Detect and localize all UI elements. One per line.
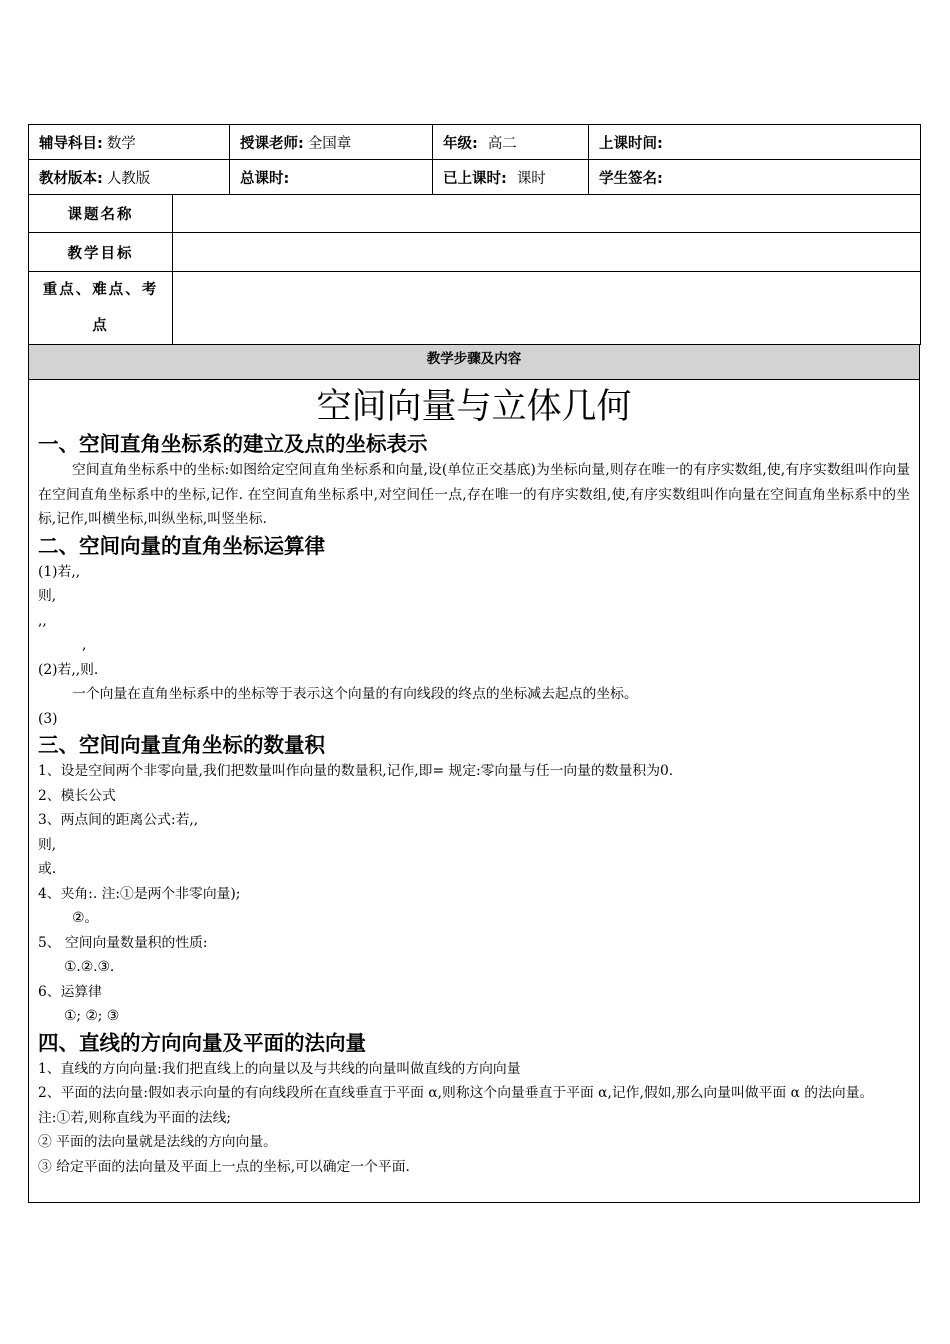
section-3-line-9: ①.②.③. <box>64 959 115 975</box>
done-cell <box>433 160 589 195</box>
section-3-line-5: 或. <box>38 861 57 877</box>
section-3-line-3: 3、两点间的距离公式:若,, <box>38 812 199 828</box>
edition-value: 人教版 <box>106 170 151 187</box>
section-2-line-4: , <box>82 637 87 653</box>
total-cell <box>230 160 433 195</box>
content-area <box>28 380 920 1203</box>
key-points-label-line1: 重点、难点、考 <box>42 282 159 298</box>
teacher-cell <box>230 125 433 160</box>
section-3-line-8: 5、 空间向量数量积的性质: <box>38 934 208 951</box>
page-title: 空间向量与立体几何 <box>316 387 632 427</box>
total-label: 总课时: <box>240 170 290 187</box>
grade-label: 年级: <box>443 135 478 152</box>
section-3-line-6: 4、夹角:. 注:①是两个非零向量); <box>38 885 241 902</box>
header-table <box>28 124 921 195</box>
topic-name-row <box>29 195 921 233</box>
header-row-2 <box>29 160 921 195</box>
section-4-line-2: 2、平面的法向量:假如表示向量的有向线段所在直线垂直于平面 α,则称这个向量垂直于平面 α,记作,假如,那么向量叫做平面 α 的法向量。 <box>38 1085 874 1101</box>
section-3-line-10: 6、运算律 <box>38 983 102 1000</box>
steps-header: 教学步骤及内容 <box>28 345 920 380</box>
section-2-line-2: 则, <box>38 588 57 604</box>
header-row-1 <box>29 125 921 160</box>
goal-row <box>29 233 921 272</box>
section-3-line-4: 则, <box>38 836 57 853</box>
time-label: 上课时间: <box>599 135 663 152</box>
section-3-line-7: ②。 <box>72 910 99 926</box>
section-4-line-1: 1、直线的方向向量:我们把直线上的向量以及与共线的向量叫做直线的方向向量 <box>38 1060 521 1077</box>
goal-value[interactable] <box>173 233 921 272</box>
key-points-value[interactable] <box>173 272 921 345</box>
section-4-line-5: ③ 给定平面的法向量及平面上一点的坐标,可以确定一个平面. <box>38 1158 410 1175</box>
section-3-line-1: 1、设是空间两个非零向量,我们把数量叫作向量的数量积,记作,即= 规定:零向量与任一向量的数量积为0. <box>38 763 674 779</box>
done-value: 课时 <box>516 170 546 187</box>
section-1-heading: 一、空间直角坐标系的建立及点的坐标表示 <box>38 432 428 456</box>
subject-value: 数学 <box>106 135 136 152</box>
topic-name-label: 课题名称 <box>29 195 173 233</box>
section-2-line-5: (2)若,,则. <box>38 661 99 678</box>
section-2-line-6: 一个向量在直角坐标系中的坐标等于表示这个向量的有向线段的终点的坐标减去起点的坐标。 <box>72 686 638 702</box>
topic-table <box>28 194 921 345</box>
goal-label: 教学目标 <box>29 233 173 272</box>
section-2-heading: 二、空间向量的直角坐标运算律 <box>38 533 325 558</box>
topic-name-value[interactable] <box>173 195 921 233</box>
teacher-value: 全国章 <box>307 135 352 152</box>
section-2-line-7: (3) <box>38 710 58 727</box>
subject-label: 辅导科目: <box>39 135 103 152</box>
subject-cell <box>29 125 230 160</box>
section-2-line-1: (1)若,, <box>38 563 81 580</box>
sign-cell <box>589 160 921 195</box>
edition-cell <box>29 160 230 195</box>
teacher-label: 授课老师: <box>240 135 304 152</box>
key-points-label <box>29 272 173 345</box>
section-1-text: 空间直角坐标系中的坐标:如图给定空间直角坐标系和向量,设(单位正交基底)为坐标向量,则存在唯一的有序实数组,使,有序实数组叫作向量在空间直角坐标系中的坐标,记作. 在空间直角坐标系中,对空间任一点,存在唯一的有序实数组,使,有序实数组叫作向量在空间直角坐标系中的坐标,记作,叫横坐标,叫纵坐标,叫竖坐标. <box>38 462 910 527</box>
key-points-label-line2: 点 <box>92 318 109 334</box>
section-3-line-11: ①; ②; ③ <box>64 1008 120 1024</box>
section-4-line-3: 注:①若,则称直线为平面的法线; <box>38 1109 232 1126</box>
time-cell <box>589 125 921 160</box>
section-4-line-4: ② 平面的法向量就是法线的方向向量。 <box>38 1134 277 1150</box>
grade-value: 高二 <box>487 135 517 152</box>
section-3-heading: 三、空间向量直角坐标的数量积 <box>38 733 325 757</box>
lesson-sheet <box>28 124 920 1203</box>
section-2-line-3: ,, <box>38 612 47 629</box>
grade-cell <box>433 125 589 160</box>
section-3-line-2: 2、模长公式 <box>38 787 116 804</box>
key-points-row <box>29 272 921 345</box>
done-label: 已上课时: <box>443 170 507 187</box>
edition-label: 教材版本: <box>39 170 103 187</box>
section-4-heading: 四、直线的方向向量及平面的法向量 <box>38 1030 366 1055</box>
sign-label: 学生签名: <box>599 170 663 187</box>
